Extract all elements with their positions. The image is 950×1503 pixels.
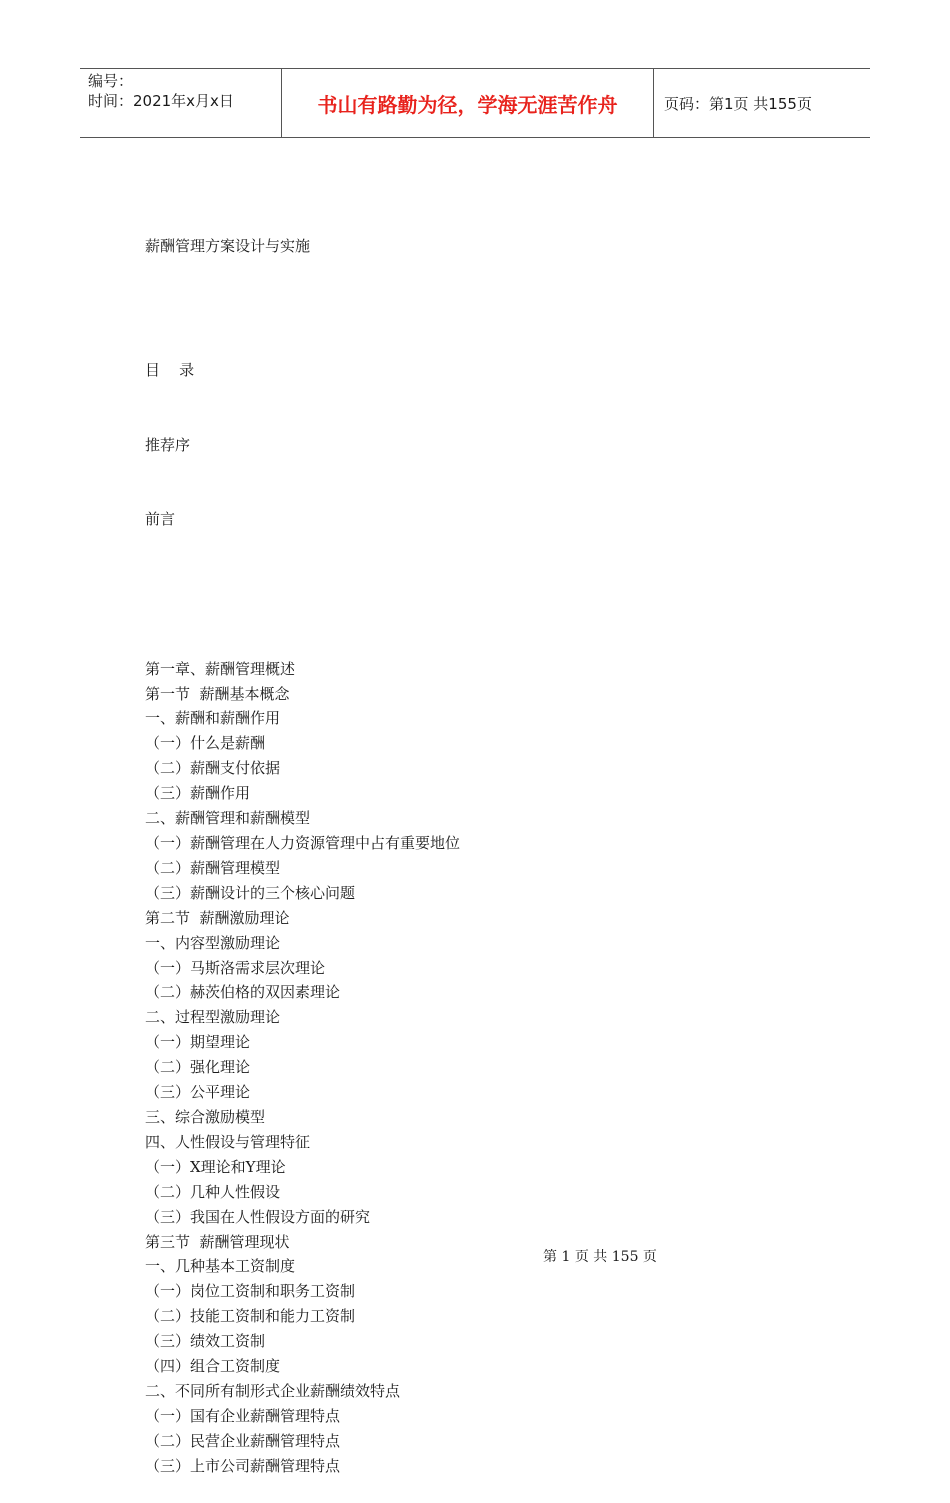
toc-item: 第一节 薪酬基本概念	[145, 684, 290, 703]
toc-item: 二、不同所有制形式企业薪酬绩效特点	[145, 1381, 401, 1400]
toc-item: （一）期望理论	[145, 1033, 251, 1052]
toc-item: （三）我国在人性假设方面的研究	[145, 1207, 371, 1226]
toc-item: 二、薪酬管理和薪酬模型	[145, 809, 311, 828]
toc-item: （三）公平理论	[145, 1083, 251, 1102]
toc-item: （二）薪酬支付依据	[145, 759, 281, 778]
toc-item: （一）国有企业薪酬管理特点	[145, 1406, 341, 1425]
toc-item-list	[145, 657, 460, 1479]
toc-item: （三）上市公司薪酬管理特点	[145, 1456, 341, 1475]
toc-item: （三）薪酬设计的三个核心问题	[145, 883, 356, 902]
toc-item: （二）强化理论	[145, 1058, 251, 1077]
toc-heading: 目 录	[145, 360, 195, 379]
toc-item: （三）薪酬作用	[145, 784, 251, 803]
toc-item: 四、人性假设与管理特征	[145, 1132, 311, 1151]
toc-item: 第二节 薪酬激励理论	[145, 908, 290, 927]
toc-item: 一、内容型激励理论	[145, 933, 281, 952]
toc-front-item: 推荐序	[145, 435, 191, 454]
toc-item: （二）几种人性假设	[145, 1182, 281, 1201]
toc-item: （一）马斯洛需求层次理论	[145, 958, 326, 977]
header-page-info: 页码：第1页 共155页	[664, 94, 812, 113]
toc-item: （一）岗位工资制和职务工资制	[145, 1282, 356, 1301]
toc-item: （一）薪酬管理在人力资源管理中占有重要地位	[145, 834, 461, 853]
header-meta	[80, 69, 282, 137]
table-of-contents	[145, 308, 460, 1503]
toc-item: 一、几种基本工资制度	[145, 1257, 296, 1276]
page-header	[80, 68, 870, 138]
toc-item: （三）绩效工资制	[145, 1332, 266, 1351]
header-motto: 书山有路勤为径，学海无涯苦作舟	[282, 69, 654, 137]
toc-spacer	[145, 582, 460, 607]
document-title: 薪酬管理方案设计与实施	[145, 237, 311, 255]
toc-item: （二）薪酬管理模型	[145, 858, 281, 877]
toc-item: （二）民营企业薪酬管理特点	[145, 1431, 341, 1450]
time-label: 时间：2021年x月x日	[88, 92, 234, 110]
page-footer: 第 1 页 共 155 页	[543, 1249, 657, 1265]
toc-item: 三、综合激励模型	[145, 1107, 266, 1126]
toc-item: （一）什么是薪酬	[145, 734, 266, 753]
toc-item: 一、薪酬和薪酬作用	[145, 709, 281, 728]
toc-item: （四）组合工资制度	[145, 1357, 281, 1376]
number-label: 编号：	[88, 72, 134, 90]
toc-item: 第三节 薪酬管理现状	[145, 1232, 290, 1251]
toc-item: 二、过程型激励理论	[145, 1008, 281, 1027]
toc-item: 第一章、薪酬管理概述	[145, 659, 296, 678]
toc-item: （二）技能工资制和能力工资制	[145, 1307, 356, 1326]
toc-item: （一）X理论和Y理论	[145, 1157, 286, 1176]
toc-front-item: 前言	[145, 510, 176, 529]
toc-item: （二）赫茨伯格的双因素理论	[145, 983, 341, 1002]
